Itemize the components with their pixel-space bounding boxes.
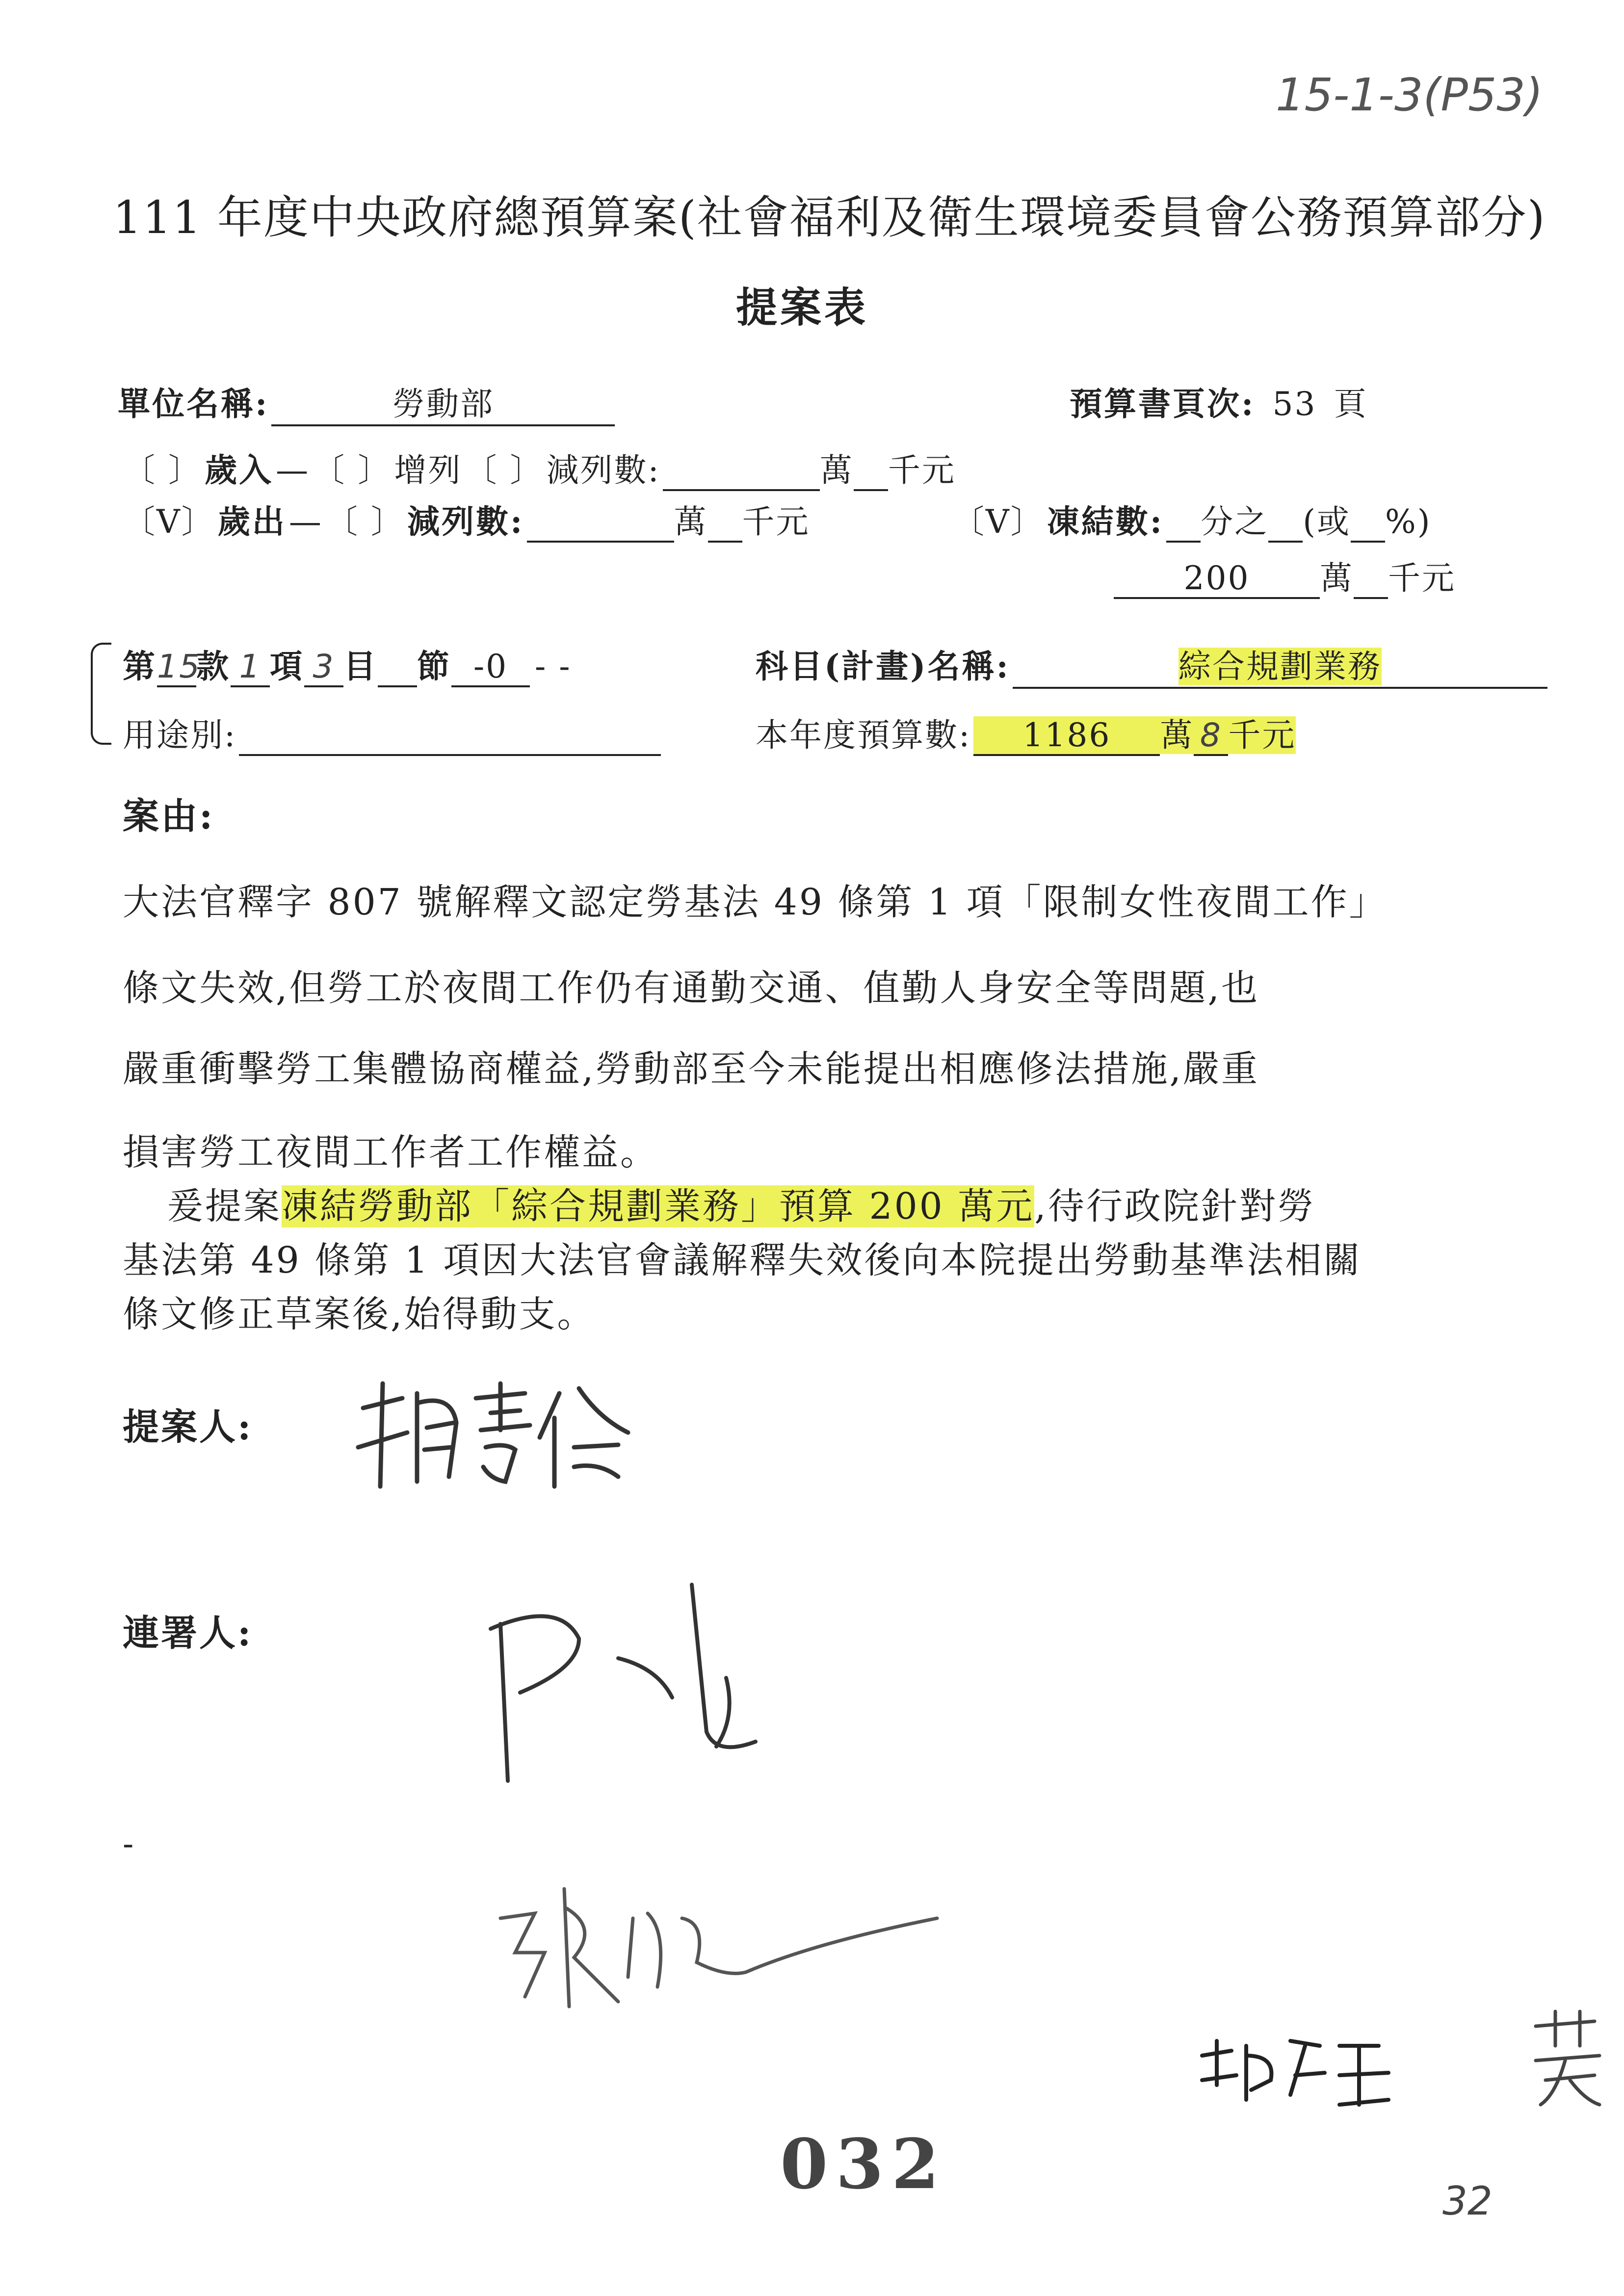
revenue-wan-label: 萬 [819, 451, 854, 489]
page-title: 111 年度中央政府總預算案(社會福利及衛生環境委員會公務預算部分) [113, 191, 1546, 244]
item-jie: 節 [417, 647, 451, 685]
expenditure-checkbox[interactable]: 〔V〕 [123, 503, 215, 541]
revenue-decrease-checkbox[interactable]: 〔 〕 [464, 451, 544, 489]
freeze-amount-value[interactable]: 200 [1114, 559, 1320, 599]
revenue-row [123, 444, 956, 491]
item-row [123, 640, 572, 687]
cosigner-signature-1-drawing [461, 1570, 805, 1805]
item-kuan-value[interactable]: 15 [157, 648, 196, 687]
page-subtitle: 提案表 [736, 283, 869, 332]
revenue-qian-label: 千元 [888, 451, 956, 489]
p2-rest: ,待行政院針對勞 [1034, 1185, 1316, 1227]
revenue-wan-field[interactable] [663, 451, 820, 491]
freeze-amount-wan: 萬 [1320, 559, 1354, 597]
unit-row [118, 378, 615, 426]
item-xiang-value[interactable]: 1 [231, 648, 270, 687]
expenditure-wan-label: 萬 [674, 503, 708, 541]
cosigner-signature-2 [471, 1859, 962, 2028]
item-kuan: 款 [196, 647, 231, 685]
case-reason-line-4: 損害勞工夜間工作者工作權益。 [123, 1131, 658, 1174]
case-reason-p2-line-1 [167, 1177, 1316, 1229]
case-reason-line-3: 嚴重衝擊勞工集體協商權益,勞動部至今未能提出相應修法措施,嚴重 [123, 1048, 1260, 1090]
expenditure-qian-field[interactable] [708, 503, 742, 543]
doc-code: 15-1-3(P53) [1276, 69, 1543, 121]
freeze-qian-label: 千元 [1388, 559, 1456, 597]
unit-label: 單位名稱: [118, 385, 269, 423]
expenditure-label: 歲出 [217, 502, 287, 541]
corner-mark [1526, 2007, 1604, 2116]
item-jie-field[interactable] [378, 648, 417, 687]
unit-value: 勞動部 [271, 378, 615, 426]
annual-budget-qian-value[interactable]: 8 [1194, 716, 1228, 756]
expenditure-dash: — [288, 503, 323, 541]
corner-mark-drawing [1526, 2007, 1604, 2114]
footer-page-handwritten: 32 [1442, 2178, 1493, 2224]
proposer-signature [343, 1364, 638, 1503]
case-reason-p2-line-2: 基法第 49 條第 1 項因大法官會議解釋失效後向本院提出勞動基準法相關 [123, 1239, 1362, 1281]
proposer-label: 提案人: [123, 1406, 253, 1448]
budget-page-label: 預算書頁次: [1070, 385, 1256, 423]
budget-page-suffix: 頁 [1334, 385, 1368, 423]
reviewer-signature-drawing [1192, 2026, 1398, 2119]
usage-row [123, 709, 661, 756]
proposer-signature-drawing [343, 1364, 638, 1501]
case-reason-label: 案由: [123, 795, 215, 837]
freeze-denominator-field[interactable] [1166, 503, 1201, 543]
item-mu: 目 [343, 647, 378, 685]
expenditure-row [123, 496, 810, 543]
freeze-label: 凍結數: [1047, 502, 1164, 541]
freeze-amount-row [1114, 552, 1456, 599]
freeze-or-text: (或 [1303, 503, 1351, 541]
subject-value: 綜合規劃業務 [1178, 648, 1382, 685]
annual-budget-wan-value[interactable]: 1186 [973, 716, 1160, 756]
p2-highlight: 凍結勞動部「綜合規劃業務」預算 200 萬元 [282, 1185, 1035, 1227]
freeze-numerator-field[interactable] [1268, 503, 1303, 543]
annual-budget-qian-label: 千元 [1228, 716, 1296, 754]
freeze-row [952, 496, 1431, 543]
item-xiang: 項 [270, 647, 304, 685]
annual-budget-row [756, 709, 1296, 756]
usage-label: 用途別: [123, 716, 237, 754]
cosigner-signature-1 [461, 1570, 805, 1807]
subject-label: 科目(計畫)名稱: [756, 647, 1010, 685]
budget-page-value: 53 [1272, 385, 1317, 423]
annual-budget-label: 本年度預算數: [756, 716, 971, 754]
expenditure-decrease-checkbox[interactable]: 〔 〕 [325, 503, 405, 541]
p2-prefix: 爰提案 [167, 1185, 282, 1227]
expenditure-decrease-label: 減列數: [407, 502, 524, 541]
subject-value-field[interactable] [1013, 640, 1547, 689]
item-mu-value[interactable]: 3 [304, 648, 343, 687]
freeze-qian-field[interactable] [1354, 559, 1388, 599]
cosigner-signature-2-drawing [471, 1859, 962, 2026]
left-brace [91, 643, 111, 745]
cosigner-label: 連署人: [123, 1612, 253, 1654]
revenue-dash: — [276, 451, 310, 489]
expenditure-qian-label: 千元 [742, 503, 810, 541]
expenditure-wan-field[interactable] [527, 503, 674, 543]
freeze-percent-field[interactable] [1351, 503, 1385, 543]
freeze-fraction-text: 分之 [1201, 503, 1269, 541]
freeze-checkbox[interactable]: 〔V〕 [952, 503, 1045, 541]
case-reason-line-2: 條文失效,但勞工於夜間工作仍有通勤交通、值勤人身安全等問題,也 [123, 967, 1260, 1009]
revenue-decrease-label: 減列數: [546, 451, 660, 489]
freeze-percent-text: %) [1385, 503, 1432, 541]
item-tail: - - [535, 648, 572, 685]
footer-number: 032 [780, 2124, 947, 2205]
item-jie-value[interactable]: -0 [451, 648, 530, 687]
cosigner-dash: - [123, 1825, 135, 1863]
subject-row [756, 640, 1547, 689]
item-di: 第 [123, 647, 157, 685]
revenue-label: 歲入 [205, 451, 274, 489]
revenue-increase-label: 增列 [394, 451, 462, 489]
case-reason-line-1: 大法官釋字 807 號解釋文認定勞基法 49 條第 1 項「限制女性夜間工作」 [123, 881, 1388, 923]
budget-page-row [1070, 378, 1368, 424]
revenue-checkbox[interactable]: 〔 〕 [123, 451, 202, 489]
reviewer-signature [1192, 2026, 1398, 2121]
usage-field[interactable] [239, 716, 661, 756]
revenue-qian-field[interactable] [854, 451, 888, 491]
annual-budget-wan: 萬 [1160, 716, 1194, 754]
case-reason-p2-line-3: 條文修正草案後,始得動支。 [123, 1293, 596, 1335]
revenue-increase-checkbox[interactable]: 〔 〕 [312, 451, 392, 489]
